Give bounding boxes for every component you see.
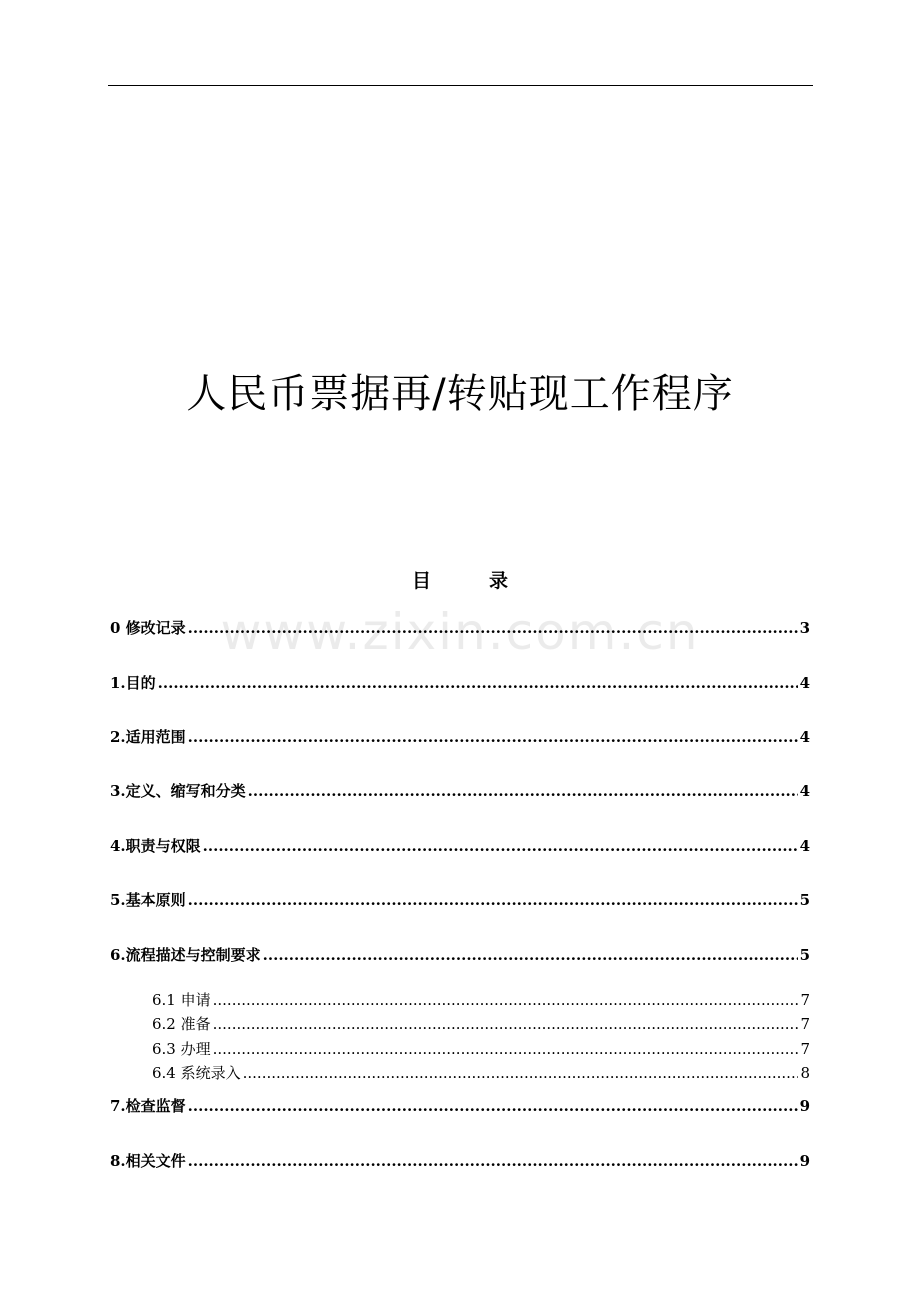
toc-entry-page: 4 [799,782,810,800]
toc-entry-label: 6.流程描述与控制要求 [110,946,261,964]
toc-entry-label: 8.相关文件 [110,1152,186,1170]
toc-entry-page: 5 [799,946,810,964]
toc-entry-page: 9 [799,1152,810,1170]
toc-entry-label: 5.基本原则 [110,891,186,909]
toc-entry-label: 6.2 准备 [152,1015,211,1033]
toc-entry-4[interactable] [110,835,810,856]
toc-entry-page: 8 [800,1064,810,1082]
toc-leader-dots [203,837,798,855]
toc-heading [0,566,920,593]
toc-entry-page: 7 [800,1015,810,1033]
toc-entry-0[interactable] [110,617,810,638]
toc-heading-char-1: 目 [411,570,431,592]
toc-entry-8[interactable] [152,1013,810,1034]
toc-entry-label: 6.3 办理 [152,1040,211,1058]
toc-leader-dots [188,1152,798,1170]
header-rule [108,85,813,86]
toc-entry-2[interactable] [110,726,810,747]
document-title: 人民币票据再/转贴现工作程序 [186,371,734,417]
toc-leader-dots [243,1064,799,1082]
toc-entry-label: 3.定义、缩写和分类 [110,782,246,800]
toc-entry-12[interactable] [110,1150,810,1171]
toc-entry-label: 6.4 系统录入 [152,1064,241,1082]
toc-leader-dots [263,946,798,964]
toc-leader-dots [213,991,799,1009]
toc-leader-dots [248,782,798,800]
toc-entry-3[interactable] [110,780,810,801]
toc-entry-10[interactable] [152,1062,810,1083]
toc-entry-page: 7 [800,1040,810,1058]
toc-entry-page: 7 [800,991,810,1009]
toc-entry-label: 1.目的 [110,674,156,692]
toc-entry-page: 9 [799,1097,810,1115]
toc-entry-1[interactable] [110,672,810,693]
toc-entry-6[interactable] [110,944,810,965]
toc-leader-dots [213,1015,799,1033]
toc-heading-char-2: 录 [489,570,509,592]
toc-entry-9[interactable] [152,1038,810,1059]
toc-entry-7[interactable] [152,989,810,1010]
toc-entry-page: 3 [799,619,810,637]
toc-leader-dots [188,891,798,909]
toc-entry-label: 7.检查监督 [110,1097,186,1115]
toc-entry-label: 4.职责与权限 [110,837,201,855]
watermark: www.zixin.com.cn [220,603,700,661]
toc-leader-dots [188,619,798,637]
toc-leader-dots [213,1040,799,1058]
toc-entry-page: 5 [799,891,810,909]
toc-entry-label: 6.1 申请 [152,991,211,1009]
toc-entry-11[interactable] [110,1095,810,1116]
toc-entry-page: 4 [799,837,810,855]
toc-entry-5[interactable] [110,889,810,910]
toc-entry-page: 4 [799,728,810,746]
toc-leader-dots [188,1097,798,1115]
toc-entry-page: 4 [799,674,810,692]
toc-leader-dots [158,674,798,692]
toc-entry-label: 2.适用范围 [110,728,186,746]
toc-leader-dots [188,728,798,746]
toc-entry-label: 0 修改记录 [110,619,186,637]
